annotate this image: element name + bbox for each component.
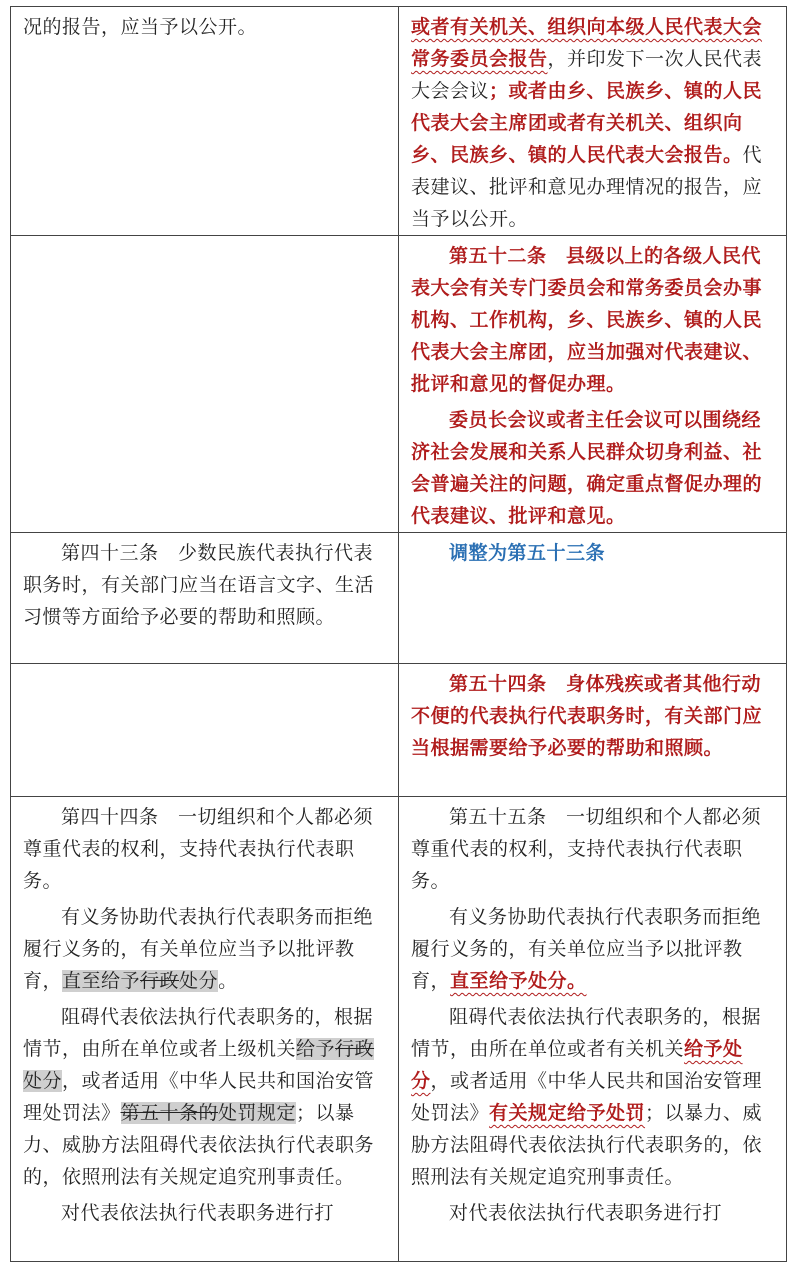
clause-paragraph	[411, 537, 776, 569]
text-segment: 直至给予	[62, 970, 141, 992]
text-segment: 行政	[335, 1038, 375, 1060]
original-text-cell	[11, 533, 399, 664]
text-segment: 处分	[179, 970, 219, 992]
text-segment: 第四十三条 少数民族代表执行代表职务时，有关部门应当在语言文字、生活习惯等方面给予必要的帮助和照顾。	[23, 542, 375, 628]
text-segment: 给予处分	[411, 1038, 743, 1092]
clause-paragraph	[411, 1001, 776, 1193]
original-text-cell	[11, 797, 399, 1262]
table-row	[11, 7, 787, 236]
amended-text-cell	[399, 664, 787, 797]
clause-paragraph	[411, 668, 776, 764]
original-text-cell	[11, 664, 399, 797]
amended-text-cell	[399, 236, 787, 533]
clause-paragraph	[411, 240, 776, 400]
table-row	[11, 236, 787, 533]
text-segment: 阻碍代表依法执行代表职务的，根据情节，由所在单位或者上级机关	[23, 1006, 374, 1060]
text-segment: 代表建议、批评和意见办理情况的报告，应当予以公开。	[411, 144, 763, 230]
text-segment: 第五十四条 身体残疾或者其他行动不便的代表执行代表职务时，有关部门应当根据需要给予必要的帮助和照顾。	[411, 673, 763, 759]
clause-paragraph	[23, 1197, 388, 1229]
amended-text-cell	[399, 7, 787, 236]
text-segment: 或者由乡、民族乡、镇的人民代表大会主席团或者有关机关、组织向乡、民族乡、镇的人民代表大会报告。	[411, 80, 763, 166]
text-segment: ；以暴力、威胁方法阻碍代表依法执行代表职务的，依照刑法有关规定追究刑事责任。	[411, 1102, 763, 1188]
text-segment: 况的报告，应当予以公开。	[23, 16, 258, 38]
text-segment: 有关规定给予处罚	[489, 1102, 646, 1124]
text-segment: 或者有关机关、组织向本级人民代表大会常务委员会报告	[411, 16, 763, 70]
table-body	[11, 7, 787, 1262]
original-text-cell	[11, 7, 399, 236]
clause-paragraph	[411, 801, 776, 897]
text-segment: ；	[489, 80, 509, 102]
table-row	[11, 797, 787, 1262]
clause-paragraph	[411, 901, 776, 997]
clause-paragraph	[23, 801, 388, 897]
text-segment: ；以暴力、威胁方法阻碍代表依法执行代表职务的，依照刑法有关规定追究刑事责任。	[23, 1102, 375, 1188]
text-segment: 有义务协助代表执行代表职务而拒绝履行义务的，有关单位应当予以批评教育，	[411, 906, 762, 992]
text-segment: 给予	[296, 1038, 336, 1060]
text-segment: 有义务协助代表执行代表职务而拒绝履行义务的，有关单位应当予以批评教育，	[23, 906, 374, 992]
text-segment: 第五十二条 县级以上的各级人民代表大会有关专门委员会和常务委员会办事机构、工作机构，乡、民族乡、镇的人民代表大会主席团，应当加强对代表建议、批评和意见的督促办理。	[411, 245, 763, 395]
text-segment: 对代表依法执行代表职务进行打	[61, 1202, 335, 1224]
clause-paragraph	[411, 1197, 776, 1229]
clause-paragraph	[411, 404, 776, 532]
text-segment: 第五十条的	[120, 1102, 219, 1124]
clause-paragraph	[23, 1001, 388, 1193]
text-segment: 调整为第五十三条	[449, 542, 606, 564]
text-segment: 第五十五条 一切组织和个人都必须尊重代表的权利，支持代表执行代表职务。	[411, 806, 762, 892]
text-segment: 行政	[140, 970, 180, 992]
amended-text-cell	[399, 533, 787, 664]
text-segment: 委员长会议或者主任会议可以围绕经济社会发展和关系人民群众切身利益、社会普遍关注的问题，确定重点督促办理的代表建议、批评和意见。	[411, 409, 763, 527]
clause-paragraph	[23, 537, 388, 633]
clause-paragraph	[411, 11, 776, 235]
clause-paragraph	[23, 11, 388, 43]
text-segment: 。	[218, 970, 238, 992]
table-row	[11, 664, 787, 797]
original-text-cell	[11, 236, 399, 533]
table-row	[11, 533, 787, 664]
text-segment: ，并印发下一次人民代表大会会议	[411, 48, 763, 102]
text-segment: ，或者适用《中华人民共和国治安管理处罚法》	[411, 1070, 763, 1124]
text-segment: 直至给予处分。	[450, 970, 587, 992]
text-segment: 处分	[23, 1070, 63, 1092]
clause-paragraph	[23, 901, 388, 997]
text-segment: ，或者适用《中华人民共和国治安管理处罚法》	[23, 1070, 375, 1124]
text-segment: 第四十四条 一切组织和个人都必须尊重代表的权利，支持代表执行代表职务。	[23, 806, 374, 892]
text-segment: 对代表依法执行代表职务进行打	[449, 1202, 723, 1224]
text-segment: 阻碍代表依法执行代表职务的，根据情节，由所在单位或者有关机关	[411, 1006, 762, 1060]
comparison-table	[10, 6, 787, 1262]
amended-text-cell	[399, 797, 787, 1262]
text-segment: 处罚规定	[218, 1102, 297, 1124]
